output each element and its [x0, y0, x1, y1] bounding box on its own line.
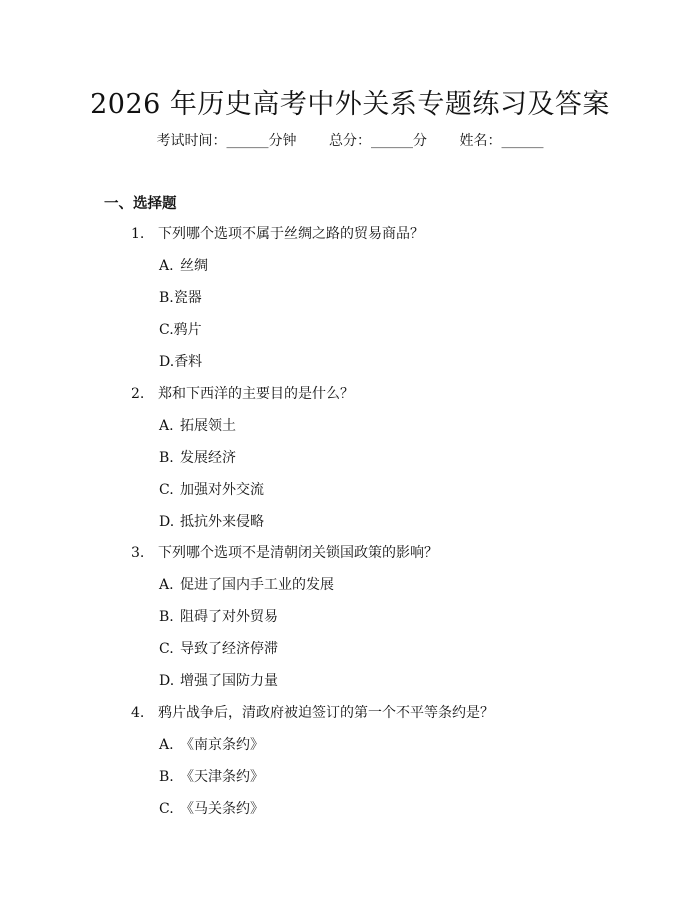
option-text: 《马关条约》 [180, 801, 264, 817]
exam-time-field: 考试时间：______分钟 [156, 133, 297, 149]
question-number: 1. [131, 226, 145, 242]
option-text: 鸦片 [173, 322, 202, 338]
option-3b [159, 606, 278, 626]
option-2a [159, 415, 236, 435]
question-1 [131, 223, 424, 243]
question-3 [131, 542, 438, 562]
option-text: 加强对外交流 [180, 482, 264, 498]
question-2 [131, 383, 354, 403]
student-name-field: 姓名：______ [459, 133, 544, 149]
option-2c [159, 479, 264, 499]
option-text: 抵抗外来侵略 [180, 514, 264, 530]
option-key: A. [159, 737, 174, 753]
question-text: 下列哪个选项不属于丝绸之路的贸易商品？ [158, 226, 424, 242]
option-key: A. [159, 577, 174, 593]
option-4b [159, 766, 264, 786]
option-key: B. [159, 609, 174, 625]
option-text: 增强了国防力量 [180, 673, 278, 689]
option-4a [159, 734, 264, 754]
option-text: 阻碍了对外贸易 [180, 609, 278, 625]
option-2b [159, 447, 236, 467]
option-key: C. [159, 322, 174, 338]
option-text: 发展经济 [180, 450, 236, 466]
option-text: 瓷器 [173, 290, 202, 306]
exam-meta-row [0, 130, 700, 150]
option-key: C. [159, 482, 174, 498]
option-text: 《南京条约》 [180, 737, 264, 753]
option-text: 促进了国内手工业的发展 [180, 577, 334, 593]
question-text: 下列哪个选项不是清朝闭关锁国政策的影响？ [158, 545, 438, 561]
option-text: 拓展领土 [180, 418, 236, 434]
question-number: 3. [131, 545, 145, 561]
section-heading: 一、选择题 [104, 195, 177, 212]
question-number: 4. [131, 705, 145, 721]
option-1c [159, 319, 202, 339]
option-key: C. [159, 801, 174, 817]
option-key: B. [159, 290, 174, 306]
option-3c [159, 638, 278, 658]
question-number: 2. [131, 386, 145, 402]
option-text: 导致了经济停滞 [180, 641, 278, 657]
option-text: 《天津条约》 [180, 769, 264, 785]
option-3d [159, 670, 278, 690]
option-key: D. [159, 354, 175, 370]
option-key: C. [159, 641, 174, 657]
option-key: B. [159, 450, 174, 466]
question-text: 鸦片战争后，清政府被迫签订的第一个不平等条约是？ [158, 705, 494, 721]
option-3a [159, 574, 334, 594]
question-text: 郑和下西洋的主要目的是什么？ [158, 386, 354, 402]
option-1b [159, 287, 202, 307]
option-key: A. [159, 258, 174, 274]
option-1a [159, 255, 208, 275]
option-key: A. [159, 418, 174, 434]
total-score-field: 总分：______分 [329, 133, 427, 149]
option-key: B. [159, 769, 174, 785]
page-title: 2026 年历史高考中外关系专题练习及答案 [90, 89, 610, 120]
question-4 [131, 702, 494, 722]
option-key: D. [159, 514, 175, 530]
option-1d [159, 351, 202, 371]
option-2d [159, 511, 264, 531]
option-text: 香料 [174, 354, 203, 370]
option-key: D. [159, 673, 175, 689]
option-text: 丝绸 [180, 258, 208, 274]
option-4c [159, 798, 264, 818]
